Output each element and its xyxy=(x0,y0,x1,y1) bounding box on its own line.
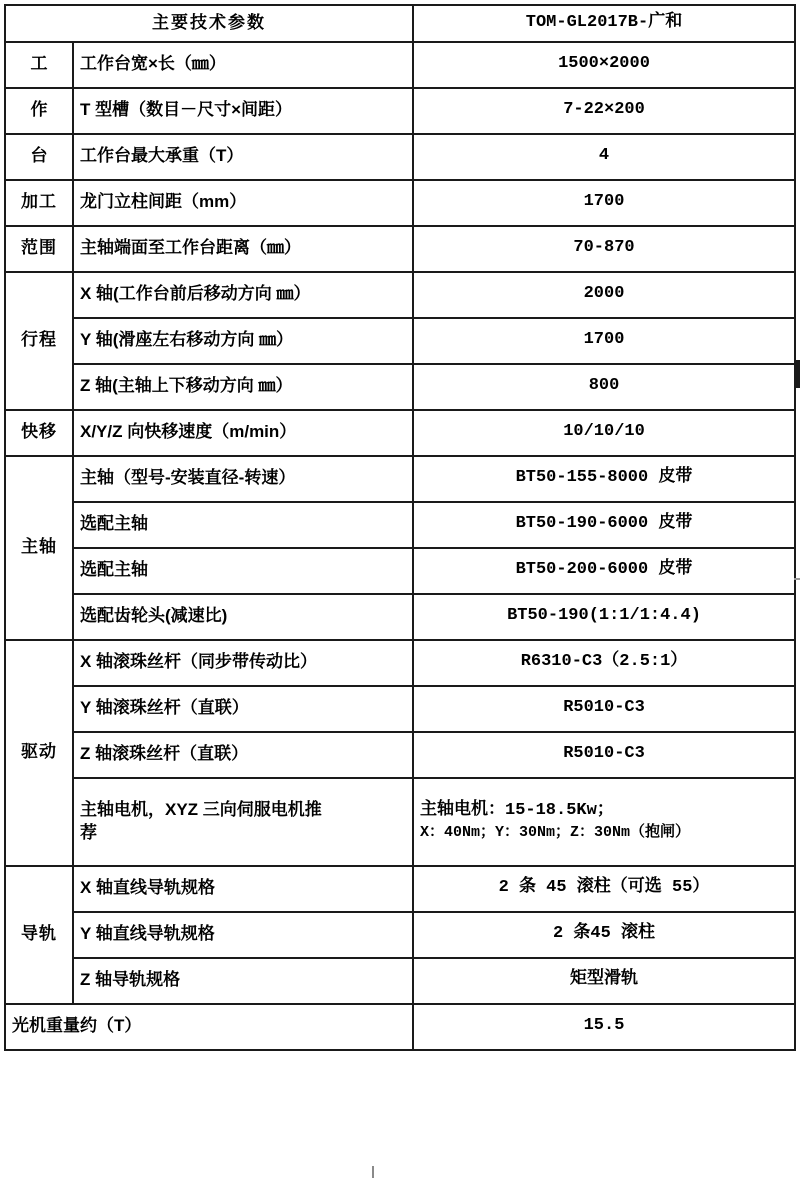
table-row xyxy=(5,134,795,180)
table-row xyxy=(5,180,795,226)
row-label: Y 轴(滑座左右移动方向 ㎜） xyxy=(73,318,413,364)
row-label: 主轴端面至工作台距离（㎜） xyxy=(73,226,413,272)
table-header-row xyxy=(5,5,795,42)
group-label-worktable-2: 作 xyxy=(5,88,73,134)
row-label: 工作台宽×长（㎜） xyxy=(73,42,413,88)
row-label: Z 轴(主轴上下移动方向 ㎜） xyxy=(73,364,413,410)
group-label-worktable-3: 台 xyxy=(5,134,73,180)
row-value: 2 条 45 滚柱（可选 55） xyxy=(413,866,795,912)
row-value: 2000 xyxy=(413,272,795,318)
row-label: 选配主轴 xyxy=(73,502,413,548)
row-value: R5010-C3 xyxy=(413,732,795,778)
table-row xyxy=(5,88,795,134)
row-label: T 型槽（数目－尺寸×间距） xyxy=(73,88,413,134)
table-row xyxy=(5,640,795,686)
row-value: 1700 xyxy=(413,318,795,364)
header-model: TOM-GL2017B-广和 xyxy=(413,5,795,42)
page-bottom-tick xyxy=(372,1166,374,1178)
row-value: BT50-200-6000 皮带 xyxy=(413,548,795,594)
row-value: 1500×2000 xyxy=(413,42,795,88)
row-label: X 轴滚珠丝杆（同步带传动比） xyxy=(73,640,413,686)
table-row xyxy=(5,364,795,410)
row-label: 选配主轴 xyxy=(73,548,413,594)
row-value: 4 xyxy=(413,134,795,180)
group-label-drive: 驱动 xyxy=(5,640,73,866)
row-value: BT50-155-8000 皮带 xyxy=(413,456,795,502)
row-label-motor-line1: 主轴电机，XYZ 三向伺服电机推 xyxy=(80,800,322,819)
row-value: 70-870 xyxy=(413,226,795,272)
group-label-rapid-feed: 快移 xyxy=(5,410,73,456)
group-label-machining-range-2: 范围 xyxy=(5,226,73,272)
row-label-motor-line2: 荐 xyxy=(80,822,97,842)
row-label: 选配齿轮头(减速比) xyxy=(73,594,413,640)
table-row xyxy=(5,866,795,912)
table-row xyxy=(5,410,795,456)
table-row xyxy=(5,226,795,272)
row-value: 1700 xyxy=(413,180,795,226)
specification-table xyxy=(4,4,796,1051)
group-label-worktable-1: 工 xyxy=(5,42,73,88)
group-label-spindle: 主轴 xyxy=(5,456,73,640)
group-label-machining-range-1: 加工 xyxy=(5,180,73,226)
row-label: 龙门立柱间距（mm） xyxy=(73,180,413,226)
group-label-guideway: 导轨 xyxy=(5,866,73,1004)
row-value: 10/10/10 xyxy=(413,410,795,456)
row-label: Z 轴滚珠丝杆（直联） xyxy=(73,732,413,778)
table-row xyxy=(5,958,795,1004)
table-row xyxy=(5,502,795,548)
table-row xyxy=(5,732,795,778)
page-edge-mark-upper xyxy=(794,360,800,388)
row-value: 7-22×200 xyxy=(413,88,795,134)
row-value: BT50-190(1:1/1:4.4) xyxy=(413,594,795,640)
table-row xyxy=(5,456,795,502)
table-row xyxy=(5,686,795,732)
row-value: R6310-C3（2.5:1） xyxy=(413,640,795,686)
row-value: 2 条45 滚柱 xyxy=(413,912,795,958)
row-value-motor-line1: 主轴电机：15-18.5Kw； xyxy=(420,801,614,821)
page-edge-mark-lower xyxy=(794,578,800,580)
row-label: 主轴（型号-安装直径-转速） xyxy=(73,456,413,502)
row-label-motor xyxy=(73,778,413,866)
row-value: 矩型滑轨 xyxy=(413,958,795,1004)
row-label: X/Y/Z 向快移速度（m/min） xyxy=(73,410,413,456)
table-row xyxy=(5,318,795,364)
table-row xyxy=(5,912,795,958)
table-row xyxy=(5,594,795,640)
row-label: X 轴(工作台前后移动方向 ㎜） xyxy=(73,272,413,318)
table-row xyxy=(5,42,795,88)
row-label: Y 轴滚珠丝杆（直联） xyxy=(73,686,413,732)
row-value-motor-line2: X：40Nm；Y：30Nm；Z：30Nm（抱闸） xyxy=(420,824,691,842)
row-value: BT50-190-6000 皮带 xyxy=(413,502,795,548)
row-label: Z 轴导轨规格 xyxy=(73,958,413,1004)
row-label: X 轴直线导轨规格 xyxy=(73,866,413,912)
table-row xyxy=(5,272,795,318)
row-value-weight: 15.5 xyxy=(413,1004,795,1050)
table-row xyxy=(5,548,795,594)
row-value: R5010-C3 xyxy=(413,686,795,732)
row-label: Y 轴直线导轨规格 xyxy=(73,912,413,958)
row-label: 工作台最大承重（T） xyxy=(73,134,413,180)
table-row xyxy=(5,1004,795,1050)
table-row xyxy=(5,778,795,866)
row-value-motor xyxy=(413,778,795,866)
row-label-weight: 光机重量约（T） xyxy=(5,1004,413,1050)
row-value: 800 xyxy=(413,364,795,410)
group-label-travel: 行程 xyxy=(5,272,73,410)
header-parameters-title: 主要技术参数 xyxy=(5,5,413,42)
